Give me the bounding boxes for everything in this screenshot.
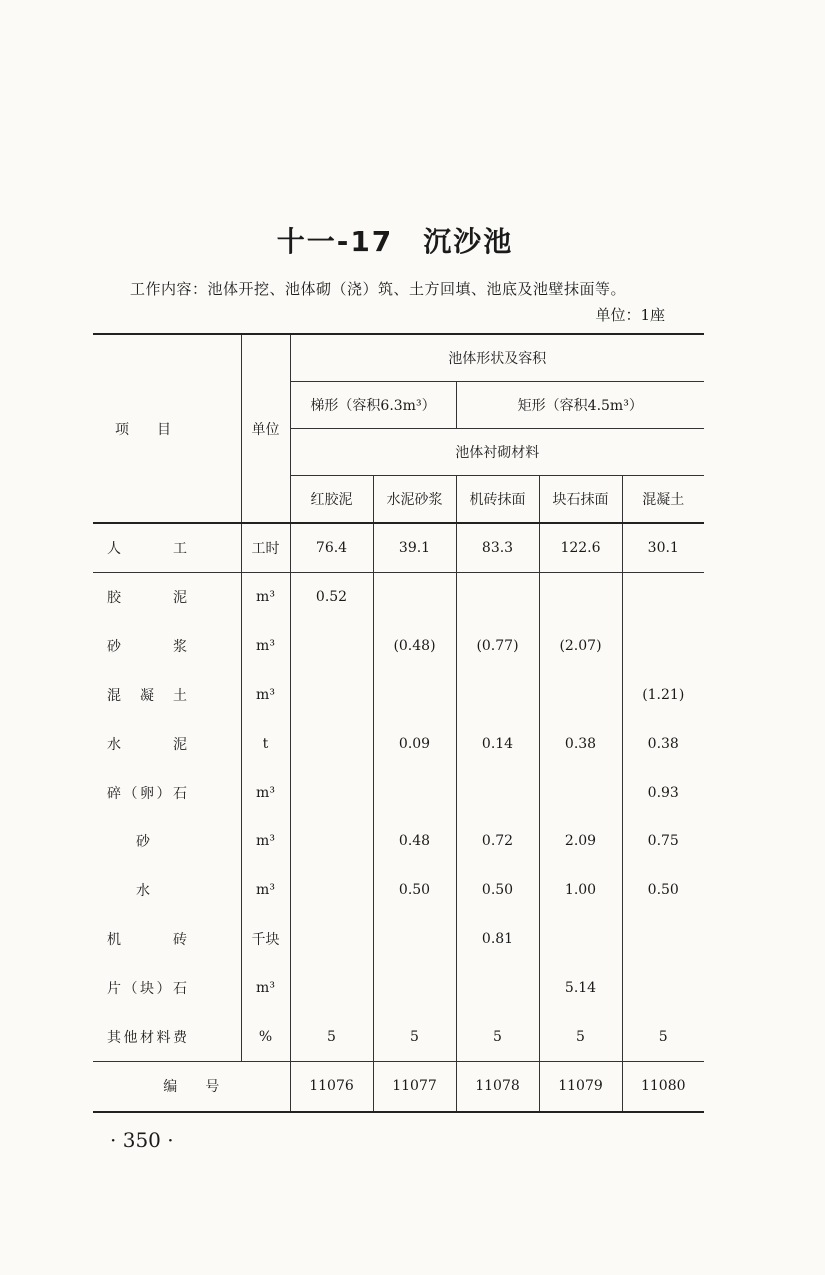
row-item: 水	[136, 883, 150, 900]
row-value: 0.50	[622, 866, 704, 915]
row-unit: m³	[241, 963, 290, 1012]
row-value	[456, 671, 539, 720]
table-row	[93, 963, 704, 1012]
code-value: 11077	[373, 1061, 456, 1111]
table-row	[93, 817, 704, 866]
code-value: 11079	[539, 1061, 622, 1111]
row-value: 0.38	[622, 719, 704, 768]
row-value	[290, 719, 373, 768]
row-unit: m³	[241, 817, 290, 866]
row-unit: t	[241, 719, 290, 768]
row-value	[456, 768, 539, 817]
row-value	[373, 963, 456, 1012]
row-value	[622, 573, 704, 622]
material-header: 块石抹面	[539, 476, 622, 524]
row-value	[290, 963, 373, 1012]
table-row	[93, 719, 704, 768]
table-row	[93, 573, 704, 622]
table-row	[93, 523, 704, 573]
row-value: 0.38	[539, 719, 622, 768]
material-header: 机砖抹面	[456, 476, 539, 524]
quota-table	[93, 333, 704, 1113]
row-value	[373, 573, 456, 622]
material-header: 红胶泥	[290, 476, 373, 524]
row-value: 0.48	[373, 817, 456, 866]
code-value: 11080	[622, 1061, 704, 1111]
row-value	[290, 768, 373, 817]
row-value: 0.81	[456, 915, 539, 964]
unit-note: 单位：1座	[595, 306, 665, 324]
row-value	[373, 671, 456, 720]
row-item: 人工	[93, 523, 241, 573]
row-value	[290, 622, 373, 671]
row-value: 5	[456, 1012, 539, 1061]
row-value: 0.50	[456, 866, 539, 915]
row-value	[373, 768, 456, 817]
row-value	[539, 573, 622, 622]
header-trapezoid: 梯形（容积6.3m³）	[290, 382, 456, 429]
row-value: 5	[290, 1012, 373, 1061]
row-item: 碎（卵）石	[107, 785, 187, 802]
row-value: 5	[622, 1012, 704, 1061]
row-unit: m³	[241, 671, 290, 720]
page-title: 十一-17 沉沙池	[276, 225, 514, 258]
row-value	[539, 768, 622, 817]
page-number: · 350 ·	[110, 1128, 174, 1152]
row-value: (0.48)	[373, 622, 456, 671]
header-shape-volume: 池体形状及容积	[290, 334, 704, 382]
material-header: 水泥砂浆	[373, 476, 456, 524]
row-value	[622, 915, 704, 964]
code-label: 编 号	[93, 1061, 290, 1111]
row-value	[622, 622, 704, 671]
code-row	[93, 1061, 704, 1111]
row-value: 30.1	[622, 523, 704, 573]
row-item: 砂浆	[107, 639, 187, 656]
row-value: 1.00	[539, 866, 622, 915]
row-item: 胶泥	[107, 590, 187, 607]
row-item: 其他材料费	[93, 1012, 241, 1061]
row-value	[456, 573, 539, 622]
header-rectangle: 矩形（容积4.5m³）	[456, 382, 704, 429]
header-item: 项 目	[93, 334, 241, 523]
row-value	[539, 915, 622, 964]
row-value	[290, 915, 373, 964]
header-lining-material: 池体衬砌材料	[290, 429, 704, 476]
row-value	[290, 671, 373, 720]
row-value: 5	[539, 1012, 622, 1061]
row-unit: m³	[241, 573, 290, 622]
row-value	[622, 963, 704, 1012]
table-row	[93, 915, 704, 964]
row-unit: %	[241, 1012, 290, 1061]
row-item: 片（块）石	[107, 980, 187, 997]
table-row	[93, 622, 704, 671]
row-value: 0.14	[456, 719, 539, 768]
row-value: 0.75	[622, 817, 704, 866]
row-value	[373, 915, 456, 964]
row-value	[290, 866, 373, 915]
row-unit: 千块	[241, 915, 290, 964]
row-value: 5.14	[539, 963, 622, 1012]
row-value: 76.4	[290, 523, 373, 573]
code-value: 11078	[456, 1061, 539, 1111]
code-value: 11076	[290, 1061, 373, 1111]
table-row	[93, 866, 704, 915]
row-unit: m³	[241, 622, 290, 671]
row-value	[539, 671, 622, 720]
row-value: 0.52	[290, 573, 373, 622]
table-row	[93, 671, 704, 720]
row-value: (0.77)	[456, 622, 539, 671]
header-unit: 单位	[241, 334, 290, 523]
row-value: 2.09	[539, 817, 622, 866]
row-value: 0.09	[373, 719, 456, 768]
table-row	[93, 1012, 704, 1061]
row-item: 砂	[136, 834, 150, 851]
row-value	[456, 963, 539, 1012]
row-value: (2.07)	[539, 622, 622, 671]
row-value: 0.72	[456, 817, 539, 866]
row-value	[290, 817, 373, 866]
table-row	[93, 768, 704, 817]
row-value: 39.1	[373, 523, 456, 573]
row-value: (1.21)	[622, 671, 704, 720]
work-description: 工作内容：池体开挖、池体砌（浇）筑、土方回填、池底及池壁抹面等。	[130, 280, 627, 298]
row-value: 5	[373, 1012, 456, 1061]
row-item: 机砖	[107, 931, 187, 948]
row-item: 水泥	[107, 736, 187, 753]
row-unit: 工时	[241, 523, 290, 573]
row-item: 混凝土	[107, 687, 187, 704]
row-value: 83.3	[456, 523, 539, 573]
material-header: 混凝土	[622, 476, 704, 524]
row-value: 122.6	[539, 523, 622, 573]
row-value: 0.50	[373, 866, 456, 915]
row-value: 0.93	[622, 768, 704, 817]
row-unit: m³	[241, 768, 290, 817]
row-unit: m³	[241, 866, 290, 915]
